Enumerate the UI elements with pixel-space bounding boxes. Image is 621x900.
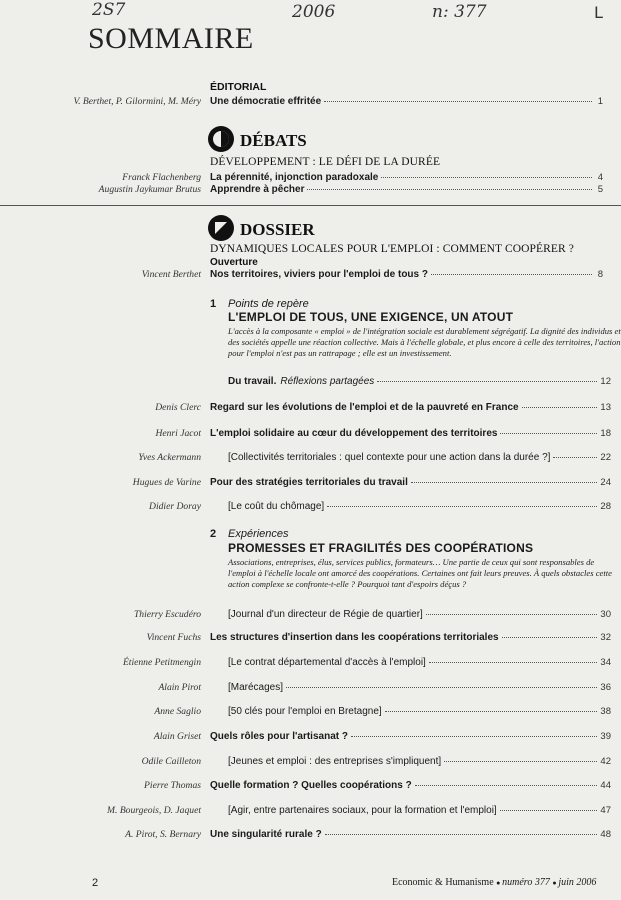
leader-dots	[324, 101, 592, 102]
toc-entry-editorial[interactable]	[0, 96, 621, 110]
entry-page: 36	[600, 682, 611, 693]
toc-entry[interactable]	[0, 731, 621, 745]
leader-dots	[415, 785, 598, 786]
toc-entry[interactable]	[0, 501, 621, 515]
entry-title: [Agir, entre partenaires sociaux, pour la formation et l'emploi]	[228, 805, 497, 816]
toc-entry[interactable]	[0, 805, 621, 819]
toc-entry[interactable]	[0, 756, 621, 770]
entry-page: 39	[600, 731, 611, 742]
toc-entry[interactable]	[0, 706, 621, 720]
entry-title: Les structures d'insertion dans les coopérations territoriales	[210, 632, 499, 643]
leader-dots	[500, 433, 597, 434]
toc-entry[interactable]	[0, 780, 621, 794]
leader-dots	[502, 637, 598, 638]
leader-dots	[426, 614, 598, 615]
entry-page: 48	[600, 829, 611, 840]
entry-author: Pierre Thomas	[144, 780, 201, 791]
debats-icon	[208, 126, 234, 152]
entry-page: 22	[600, 452, 611, 463]
toc-entry[interactable]	[0, 609, 621, 623]
entry-author: Denis Clerc	[155, 402, 201, 413]
debats-subtitle: DÉVELOPPEMENT : LE DÉFI DE LA DURÉE	[210, 156, 441, 168]
toc-entry-ouverture[interactable]	[0, 269, 621, 283]
entry-title: La pérennité, injonction paradoxale	[210, 172, 379, 183]
footer-date: juin 2006	[558, 877, 597, 888]
entry-author: Hugues de Varine	[132, 477, 201, 488]
entry-title: [Journal d'un directeur de Régie de quartier]	[228, 609, 423, 620]
handwritten-note-year: 2006	[292, 2, 336, 22]
entry-title: Quelle formation ? Quelles coopérations ?	[210, 780, 412, 791]
leader-dots	[500, 810, 598, 811]
entry-page: 24	[600, 477, 611, 488]
toc-entry[interactable]	[0, 402, 621, 416]
handwritten-note-number: n: 377	[432, 2, 487, 22]
entry-page: 13	[600, 402, 611, 413]
entry-page: 12	[600, 376, 611, 387]
leader-dots	[411, 482, 598, 483]
entry-title: Pour des stratégies territoriales du travail	[210, 477, 408, 488]
entry-author: Odile Cailleton	[141, 756, 201, 767]
debats-heading: DÉBATS	[240, 131, 307, 150]
entry-page: 44	[600, 780, 611, 791]
dossier-icon	[208, 215, 234, 241]
toc-entry[interactable]	[0, 657, 621, 671]
ouverture-label: Ouverture	[210, 257, 258, 268]
toc-entry[interactable]	[0, 428, 621, 442]
leader-dots	[381, 177, 592, 178]
handwritten-note-left: 2S7	[92, 0, 126, 20]
footer-issue: numéro 377	[502, 877, 550, 888]
leader-dots	[385, 711, 598, 712]
entry-title: Apprendre à pêcher	[210, 184, 305, 195]
dossier-subtitle: DYNAMIQUES LOCALES POUR L'EMPLOI : COMMENT COOPÉRER ?	[210, 243, 574, 255]
editorial-heading: ÉDITORIAL	[210, 81, 267, 93]
leader-dots	[327, 506, 597, 507]
entry-page: 38	[600, 706, 611, 717]
leader-dots	[431, 274, 592, 275]
leader-dots	[429, 662, 598, 663]
footer-journal: Economic & Humanisme ● numéro 377 ● juin 2006	[392, 877, 597, 888]
entry-page: 32	[600, 632, 611, 643]
entry-author: Henri Jacot	[155, 428, 201, 439]
toc-entry[interactable]	[0, 477, 621, 491]
leader-dots	[377, 381, 597, 382]
entry-page: 5	[597, 184, 603, 195]
part-label: Expériences	[228, 528, 289, 540]
entry-author: V. Berthet, P. Gilormini, M. Méry	[73, 96, 201, 107]
entry-author: Alain Pirot	[158, 682, 201, 693]
entry-title: [Le contrat départemental d'accès à l'emploi]	[228, 657, 426, 668]
footer-page-number: 2	[92, 877, 99, 889]
entry-title: Nos territoires, viviers pour l'emploi de tous ?	[210, 269, 428, 280]
corner-mark: L	[594, 3, 603, 22]
part-number: 1	[210, 298, 217, 310]
entry-page: 47	[600, 805, 611, 816]
entry-title: Du travail.	[228, 376, 277, 387]
part-label: Points de repère	[228, 298, 309, 310]
toc-entry[interactable]	[0, 632, 621, 646]
entry-author: Thierry Escudéro	[133, 609, 201, 620]
entry-title: Une démocratie effritée	[210, 96, 322, 107]
leader-dots	[553, 457, 597, 458]
entry-author: Didier Doray	[149, 501, 201, 512]
toc-entry[interactable]	[0, 376, 621, 390]
entry-author: Vincent Berthet	[141, 269, 201, 280]
footer-journal-name: Economic & Humanisme	[392, 877, 494, 888]
entry-page: 8	[597, 269, 603, 280]
toc-entry[interactable]	[0, 184, 621, 198]
entry-author: Yves Ackermann	[138, 452, 201, 463]
entry-page: 1	[597, 96, 603, 107]
entry-page: 34	[600, 657, 611, 668]
leader-dots	[325, 834, 598, 835]
entry-page: 4	[597, 172, 603, 183]
entry-title: Regard sur les évolutions de l'emploi et de la pauvreté en France	[210, 402, 519, 413]
entry-author: Alain Griset	[153, 731, 201, 742]
dossier-heading: DOSSIER	[240, 220, 315, 239]
page-title: SOMMAIRE	[88, 22, 254, 55]
entry-author: M. Bourgeois, D. Jaquet	[107, 805, 201, 816]
entry-author: Anne Saglio	[154, 706, 201, 717]
entry-subtitle: Réflexions partagées	[280, 376, 375, 387]
part-title: PROMESSES ET FRAGILITÉS DES COOPÉRATIONS	[228, 541, 534, 555]
entry-author: Augustin Jaykumar Brutus	[98, 184, 201, 195]
entry-page: 18	[600, 428, 611, 439]
entry-title: [Le coût du chômage]	[228, 501, 325, 512]
part-intro: Associations, entreprises, élus, services publics, formateurs… Une partie de ceux qui sont responsables de l'emploi à l'échelle locale ont amorcé des coopérations. Certaines ont fait leurs preuves. À quels obstacles cette action complexe se confronte-t-elle ? Pourquoi tant d'espoirs déçus ?	[228, 557, 612, 589]
part-intro: L'accès à la composante « emploi » de l'intégration sociale est durablement ségrégatif. La dignité des individus et des sociétés appelle une réaction collective. Mais à l'échelle globale, et plus encore à celle des territoires, l'action pour l'emploi n'est pas un rattrapage ; elle est un investissement.	[228, 326, 621, 358]
leader-dots	[444, 761, 597, 762]
entry-title: Quels rôles pour l'artisanat ?	[210, 731, 348, 742]
leader-dots	[307, 189, 592, 190]
entry-author: A. Pirot, S. Bernary	[125, 829, 201, 840]
toc-entry[interactable]	[0, 452, 621, 466]
entry-author: Étienne Petitmengin	[122, 657, 201, 668]
toc-entry[interactable]	[0, 829, 621, 843]
entry-page: 42	[600, 756, 611, 767]
part-number: 2	[210, 528, 217, 540]
leader-dots	[351, 736, 597, 737]
entry-author: Franck Flachenberg	[122, 172, 201, 183]
entry-page: 30	[600, 609, 611, 620]
leader-dots	[286, 687, 597, 688]
toc-entry[interactable]	[0, 682, 621, 696]
entry-title: [Collectivités territoriales : quel contexte pour une action dans la durée ?]	[228, 452, 551, 463]
entry-author: Vincent Fuchs	[146, 632, 201, 643]
part-title: L'EMPLOI DE TOUS, UNE EXIGENCE, UN ATOUT	[228, 310, 514, 324]
entry-title: [50 clés pour l'emploi en Bretagne]	[228, 706, 382, 717]
entry-title: [Marécages]	[228, 682, 284, 693]
leader-dots	[522, 407, 598, 408]
entry-title: L'emploi solidaire au cœur du développement des territoires	[210, 428, 498, 439]
entry-page: 28	[600, 501, 611, 512]
entry-title: [Jeunes et emploi : des entreprises s'impliquent]	[228, 756, 442, 767]
section-divider	[0, 205, 621, 206]
entry-title: Une singularité rurale ?	[210, 829, 322, 840]
